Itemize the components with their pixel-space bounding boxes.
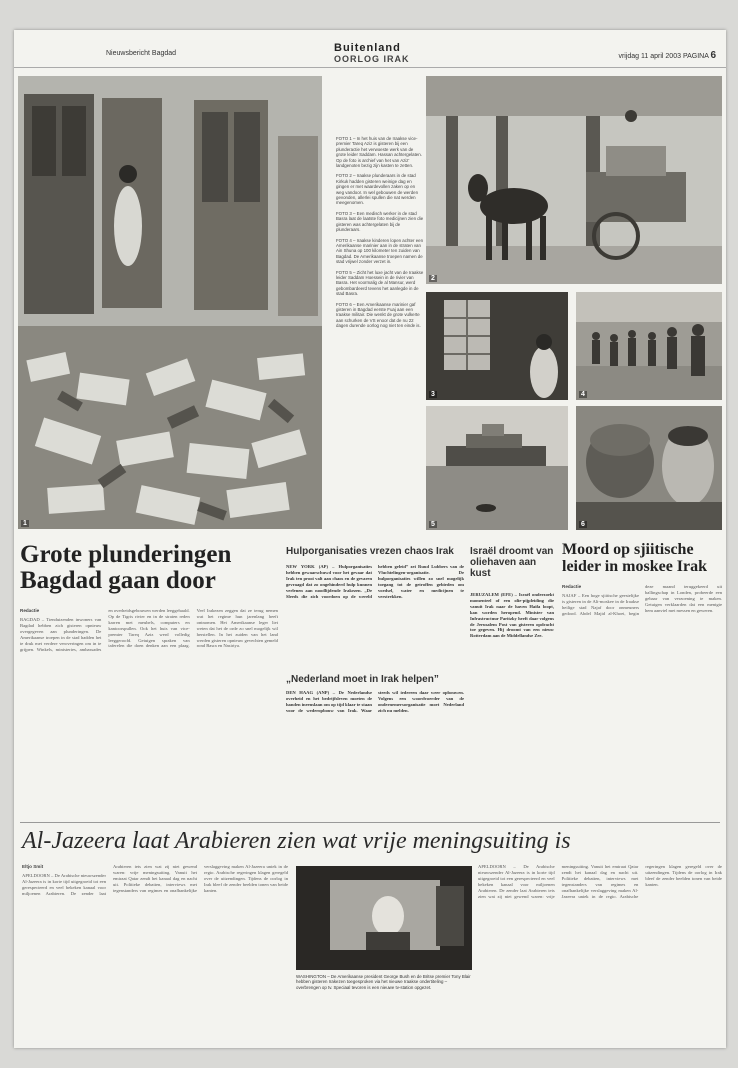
photo-6-image — [576, 406, 722, 530]
caption-5: FOTO 5 – Zicht het luxe jacht van de Iraakse leider Saddam Hoessein in de rivier van Basra. Het voormalig de al Mansur, werd gebombardeerd tevens het aanlegde in de stad Basra. — [336, 269, 424, 297]
photo-tv-caption: WASHINGTON – De Amerikaanse president George Bush en de Britse premier Tony Blair hebben gisteren Irakezen toegesproken via het nieuwe Iraakse ondertiteling – overbrengen op tv. Speciaal tevoren is een nieuwe tv-station opgezet. — [296, 974, 471, 990]
photo-captions — [336, 136, 424, 334]
divider — [20, 822, 720, 823]
photo-1-image — [18, 76, 322, 529]
headline-dutch: „Nederland moet in Irak helpen” — [286, 674, 439, 685]
masthead — [14, 40, 726, 68]
photo-3 — [426, 292, 568, 400]
masthead-date — [618, 50, 716, 61]
article-israel-text: JERUZALEM (EFE) – Israël onderzoekt momenteel of een olie-pijpleiding die vanuit Irak naar de haven Haifa loopt, kan worden heropend. Minister van Infrastructuur Paritzky heeft daar volgens de Jerusalem Post van gisteren opdracht toe gegeven. Hij droomt van een nieuw Rotterdam aan de Middellandse Zee. — [470, 592, 554, 639]
headline-plundering: Grote plunderingen Bagdad gaan door — [20, 541, 232, 595]
article-mosque-text: NAJAF – Een hoge sjiitische geestelijke is gisteren in de Ali-moskee in de Iraakse heilige stad Najaf door onmeuners gedood. Abdel Majid al-Khoei, begin deze maand teruggekeerd uit ballingschap in Londen, probeerde een gebaar van verzoening te maken. Getuigen verklaarden dat een menigte hem aanviel met messen en geweren. — [562, 584, 722, 616]
byline-plundering: Redactie — [20, 608, 40, 613]
photo-3-image — [426, 292, 568, 400]
article-aid-text: NEW YORK (AP) – Hulporganisaties hebben gewaarschuwd voor het gevaar dat Irak ten prooi valt aan chaos en de gevaren gevraagd dat zo ongehinderd hulp kunnen verlenen aan noodlijdende Irakezen. „De Sleeds die zich voordoen op de wereld hebben geleid” zei Ruud Lubbers van de Vluchtelingen-organisatie. De hulporganisaties willen zo snel mogelijk toegang tot de getroffen gebieden om voedsel, water en medicijnen te verstrekken. — [286, 564, 464, 599]
caption-1: FOTO 1 – In het huis van de Iraakse vice-premier Tareq Aziz is gisteren bij een plunderactie het verwoeste werk van de grote leider Saddam. Hassan achtergelaten. Op de foto is archief van het van Aziz' landgenoten bezig zijn kasten te zetten. — [336, 136, 422, 169]
caption-3: FOTO 3 – Een medisch werker in de stad Basra laat de laatste foto medicijnen zien die gisteren was achtergelaten bij de plunderaars. — [336, 210, 424, 233]
photo-4-image — [576, 292, 722, 400]
photo-6-number: 6 — [581, 521, 585, 528]
masthead-left: Nieuwsbericht Bagdad — [106, 50, 177, 57]
photo-5 — [426, 406, 568, 530]
article-aid-body — [286, 564, 464, 668]
caption-2: FOTO 2 – Iraakse plunderaars in de stad Kirkuk hadden gisteren weinige dag en gingen er met waardevollen zaken op en weg vandoor. In wel gebouwen de werden gevonden, allerlei spullen die nat werden meegenomen. — [336, 173, 419, 206]
article-aljazeera-text-cont: APELDOORN – De Arabische nieuwszender Al-Jazeera is in korte tijd uitgegroeid tot een gerespecteerd en veel bekeken kanaal voor miljoenen Arabieren. De zender laat Arabieren iets zien wat zij niet gewend waren: vrije meningsuiting. Vanuit het emiraat Qatar zendt het kanaal dag en nacht uit. Politieke debatten, interviews met tegenstanders van regimes en onafhankelijke verslaggeving maken Al-Jazeera uniek in de regio. Arabische regeringen klagen geregeld over de uitzendingen. Tijdens de oorlog in Irak bleef de zender beelden tonen van beide kanten. — [478, 864, 722, 899]
section-title: Buitenland — [334, 42, 401, 54]
photo-2-image — [426, 76, 722, 284]
date: vrijdag 11 april 2003 — [618, 53, 681, 60]
article-dutch-body — [286, 690, 464, 816]
photo-3-number: 3 — [431, 391, 435, 398]
newspaper-page — [14, 30, 726, 1048]
caption-4: FOTO 4 – Iraakse kinderen lopen achter een Amerikaanse marinier aan in de straten van Ain Shuna op 100 kilometer ten zuiden van Bagdad. De Amerikaanse troepen namen de stad vrijwel zonder verzet in. — [336, 237, 424, 265]
subsection-title: OORLOG IRAK — [334, 54, 410, 64]
photo-2 — [426, 76, 722, 284]
article-mosque-body — [562, 584, 722, 818]
headline-mosque: Moord op sjiitische leider in moskee Irak — [562, 541, 708, 575]
photo-4 — [576, 292, 722, 400]
headline-israel: Israël droomt van oliehaven aan kust — [470, 546, 554, 579]
photo-tv — [296, 866, 472, 970]
page-label: PAGINA — [682, 53, 709, 60]
masthead-section — [334, 42, 410, 64]
headline-aljazeera: Al-Jazeera laat Arabieren zien wat vrije meningsuiting is — [22, 828, 571, 854]
article-israel-body — [470, 592, 554, 818]
photo-5-image — [426, 406, 568, 530]
page-number: 6 — [710, 50, 716, 61]
photo-1 — [18, 76, 322, 529]
caption-6: FOTO 6 – Een Amerikaanse marinier gaf gisteren in Bagdad eerste Fuaj aan een Iraakse militair. Die wenkt de grote vulkerte aan schurken de VS enoor dat de nu 22 dagen durende oorlog nog niet ten einde is. — [336, 301, 421, 329]
article-aljazeera-body-left — [22, 864, 288, 1040]
article-plundering-body — [20, 608, 278, 818]
headline-aid: Hulporganisaties vrezen chaos Irak — [286, 546, 454, 557]
photo-2-number: 2 — [431, 275, 435, 282]
photo-4-number: 4 — [581, 391, 585, 398]
photo-6 — [576, 406, 722, 530]
article-aljazeera-text: APELDOORN – De Arabische nieuwszender Al-Jazeera is in korte tijd uitgegroeid tot een gerespecteerd en veel bekeken kanaal voor miljoenen Arabieren. De zender laat Arabieren iets zien wat zij niet gewend waren: vrije meningsuiting. Vanuit het emiraat Qatar zendt het kanaal dag en nacht uit. Politieke debatten, interviews met tegenstanders van regimes en onafhankelijke verslaggeving maken Al-Jazeera uniek in de regio. Arabische regeringen klagen geregeld over de uitzendingen. Tijdens de oorlog in Irak bleef de zender beelden tonen van beide kanten. — [22, 864, 288, 896]
article-aljazeera-body-right — [478, 864, 722, 1040]
article-plundering-text: BAGDAD – Tienduizenden inwoners van Bagdad hebben zich gisteren opnieuw overgegeven aan plunderingen. De Amerikaanse troepen in de stad hadden het te druk met verdere veroveringen om in te grijpen. Winkels, ministeries, ambassades en overheidsgebouwen werden leeggehaald. Op de Tigris rivier en in de straten reden karren met meubels, computers en kantoorspullen. Ook het huis van vice-premier Tareq Aziz werd volledig leeggeroofd. Getuigen spraken van taferelen die doen denken aan een plaag. Veel Irakezen zeggen dat ze terug nemen wat het regime hun jarenlang heeft ontnomen. Het Amerikaanse leger liet weten dat het de orde zo snel mogelijk wil herstellen. In het zuiden van het land werden gisteren opnieuw gevechten gemeld rond Basra en Nasiriya. — [20, 608, 278, 652]
photo-5-number: 5 — [431, 521, 435, 528]
article-dutch-text: DEN HAAG (ANP) – De Nederlandse overheid en het bedrijfsleven moeten de handen ineenslaan om op tijd klaar te staan voor de wederopbouw van Irak. Waar steeds wil iedereen daar weer opbouwen. Volgens een woordvoerder van de ondernemersorganisatie moet Nederland zich nu melden. — [286, 690, 464, 713]
byline-mosque: Redactie — [562, 584, 582, 589]
photo-1-number: 1 — [23, 520, 27, 527]
photo-tv-image — [296, 866, 472, 970]
byline-aljazeera: Eltjo Smit — [22, 864, 44, 869]
